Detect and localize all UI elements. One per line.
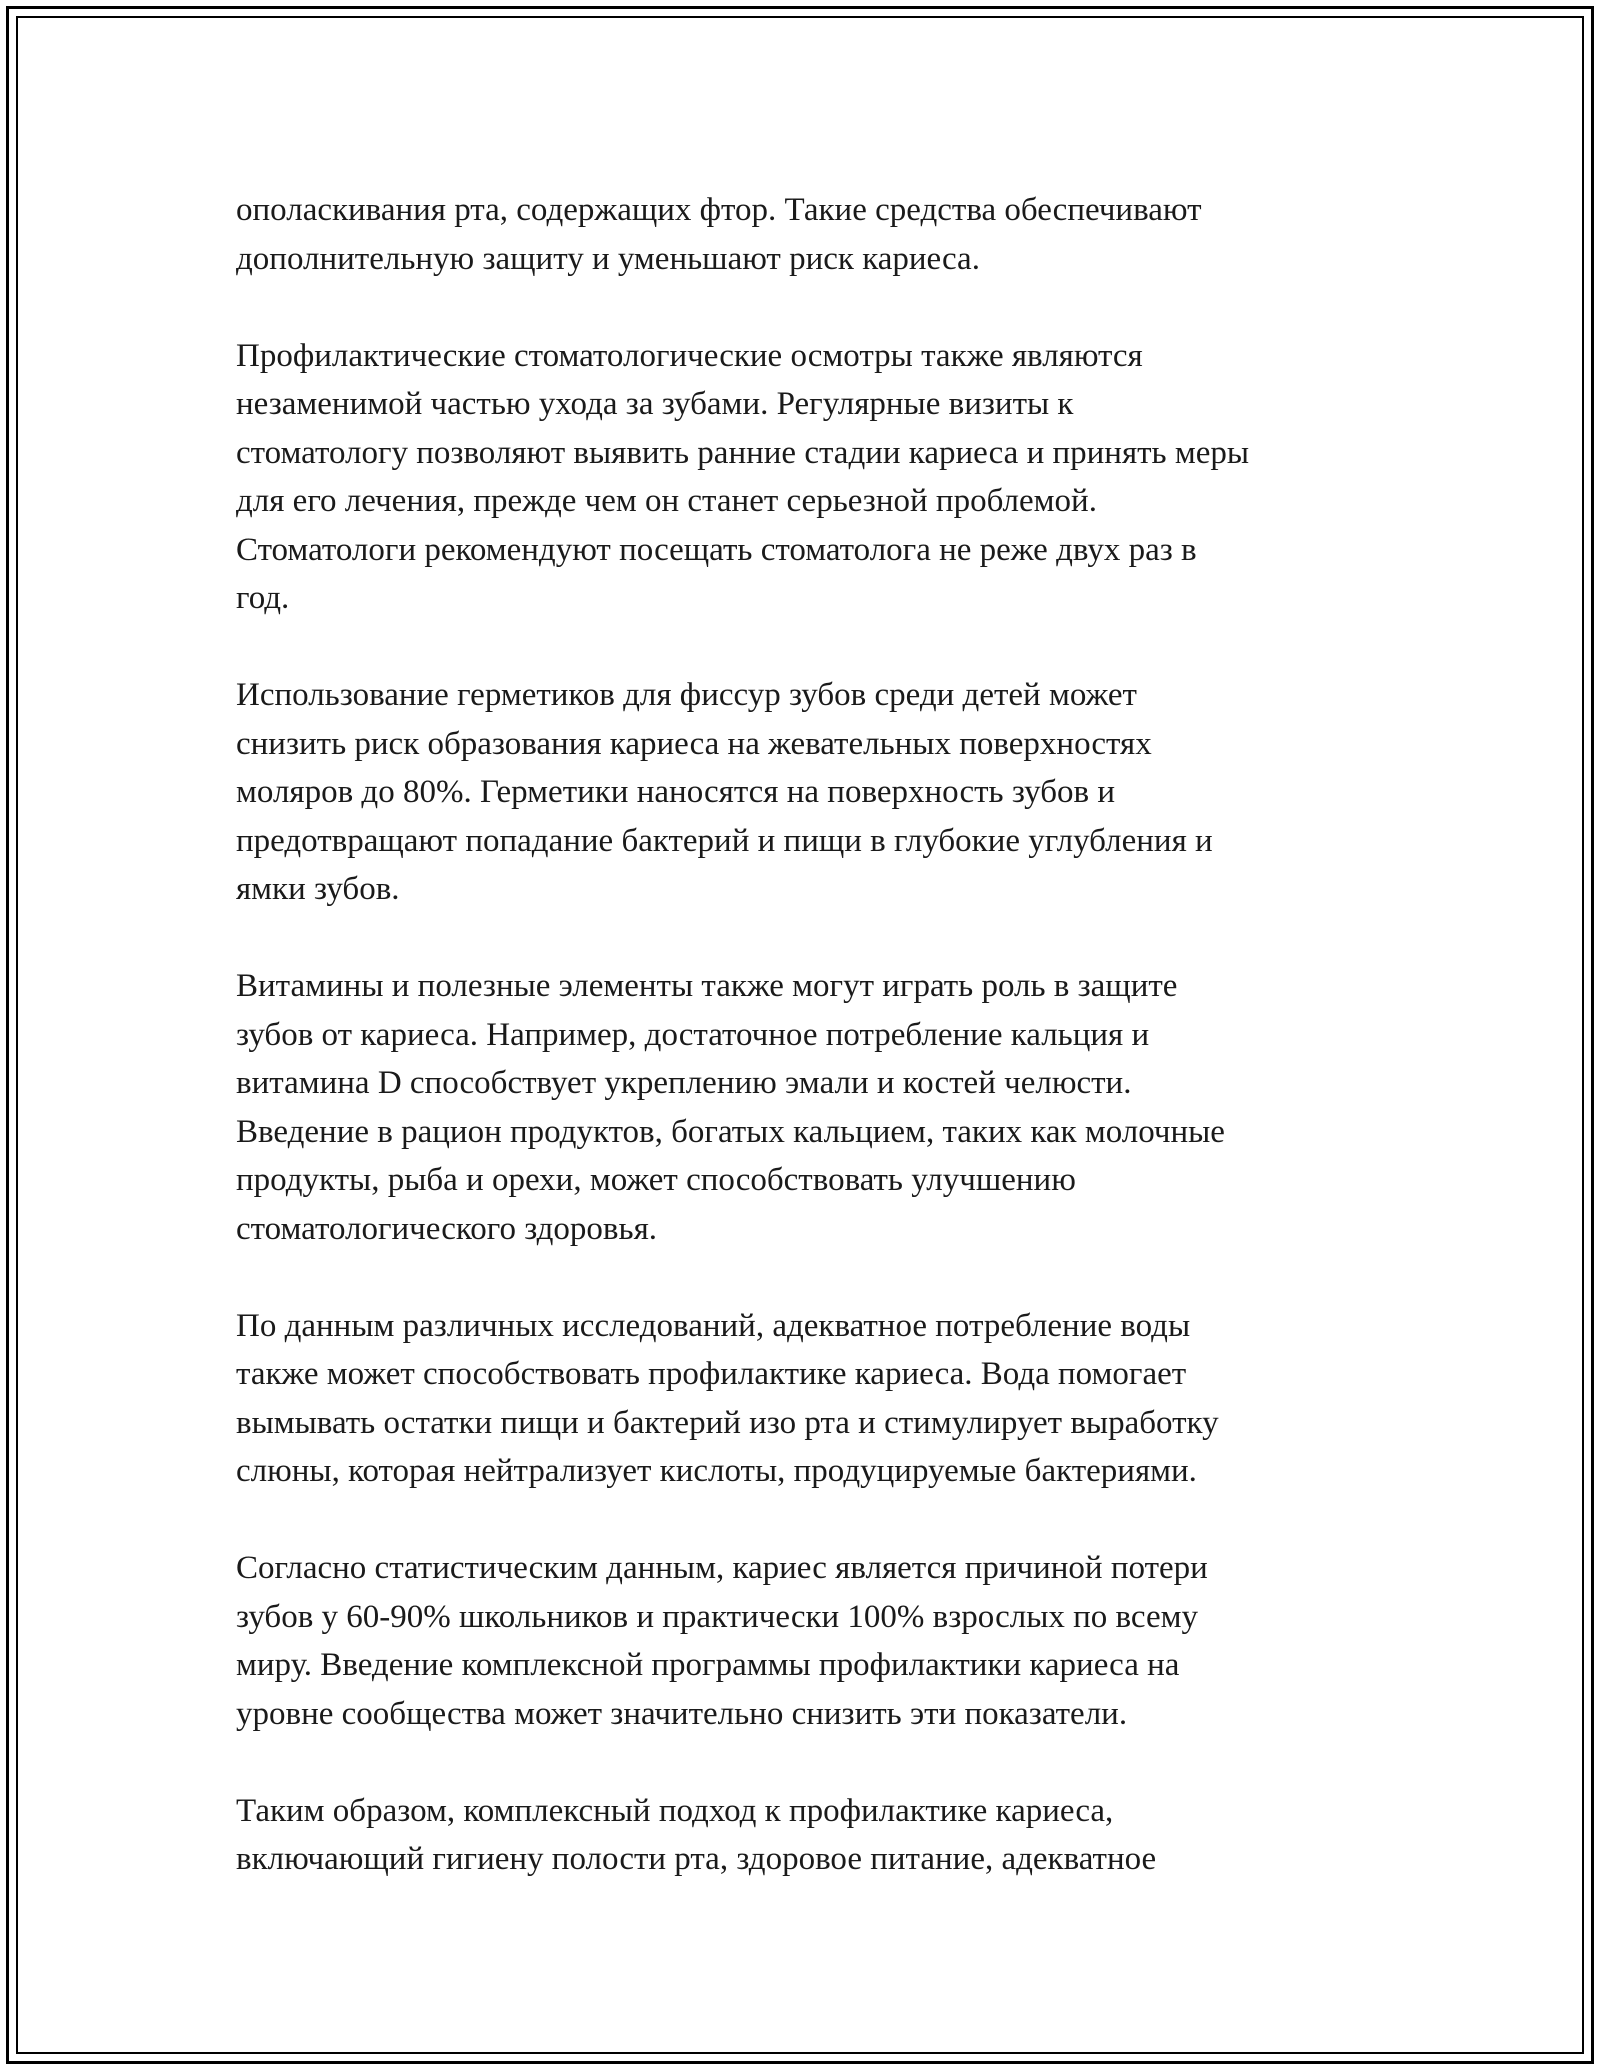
paragraph — [236, 1787, 1376, 1884]
text-line: зубов у 60-90% школьников и практически 100% взрослых по всему — [236, 1598, 1199, 1635]
text-line: предотвращают попадание бактерий и пищи в глубокие углубления и — [236, 822, 1213, 859]
text-line: для его лечения, прежде чем он станет серьезной проблемой. — [236, 483, 1097, 519]
text-line: включающий гигиену полости рта, здоровое питание, адекватное — [236, 1841, 1157, 1877]
text-line: уровне сообщества может значительно снизить эти показатели. — [236, 1695, 1128, 1732]
text-line: витамина D способствует укреплению эмали и костей челюсти. — [236, 1065, 1132, 1101]
text-line: стоматологического здоровья. — [236, 1210, 657, 1247]
text-line: ополаскивания рта, содержащих фтор. Такие средства обеспечивают — [236, 192, 1202, 228]
paragraph — [236, 962, 1376, 1253]
text-line: год. — [236, 580, 290, 616]
text-line: Использование герметиков для фиссур зубов среди детей может — [236, 677, 1137, 713]
text-line: слюны, которая нейтрализует кислоты, продуцируемые бактериями. — [236, 1453, 1197, 1489]
paragraph — [236, 186, 1376, 283]
text-line: также может способствовать профилактике кариеса. Вода помогает — [236, 1356, 1187, 1392]
text-line: стоматологу позволяют выявить ранние стадии кариеса и принять меры — [236, 434, 1250, 471]
paragraph — [236, 671, 1376, 914]
text-line: ямки зубов. — [236, 871, 400, 907]
text-line: дополнительную защиту и уменьшают риск кариеса. — [236, 240, 980, 277]
text-line: моляров до 80%. Герметики наносятся на поверхность зубов и — [236, 774, 1116, 810]
text-line: Согласно статистическим данным, кариес является причиной потери — [236, 1550, 1208, 1586]
text-line: Профилактические стоматологические осмотры также являются — [236, 337, 1143, 374]
text-line: вымывать остатки пищи и бактерий изо рта и стимулирует выработку — [236, 1404, 1219, 1441]
text-line: снизить риск образования кариеса на жевательных поверхностях — [236, 725, 1152, 762]
text-line: Стоматологи рекомендуют посещать стоматолога не реже двух раз в — [236, 531, 1197, 568]
text-line: Витамины и полезные элементы также могут играть роль в защите — [236, 968, 1178, 1004]
paragraph — [236, 1302, 1376, 1496]
paragraph — [236, 332, 1376, 623]
text-line: зубов от кариеса. Например, достаточное потребление кальция и — [236, 1016, 1150, 1053]
text-line: миру. Введение комплексной программы профилактики кариеса на — [236, 1647, 1180, 1683]
document-body — [236, 186, 1376, 1932]
text-line: Введение в рацион продуктов, богатых кальцием, таких как молочные — [236, 1113, 1225, 1150]
paragraph — [236, 1544, 1376, 1738]
text-line: продукты, рыба и орехи, может способствовать улучшению — [236, 1162, 1076, 1198]
text-line: Таким образом, комплексный подход к профилактике кариеса, — [236, 1792, 1114, 1829]
text-line: По данным различных исследований, адекватное потребление воды — [236, 1307, 1191, 1344]
text-line: незаменимой частью ухода за зубами. Регулярные визиты к — [236, 386, 1074, 422]
